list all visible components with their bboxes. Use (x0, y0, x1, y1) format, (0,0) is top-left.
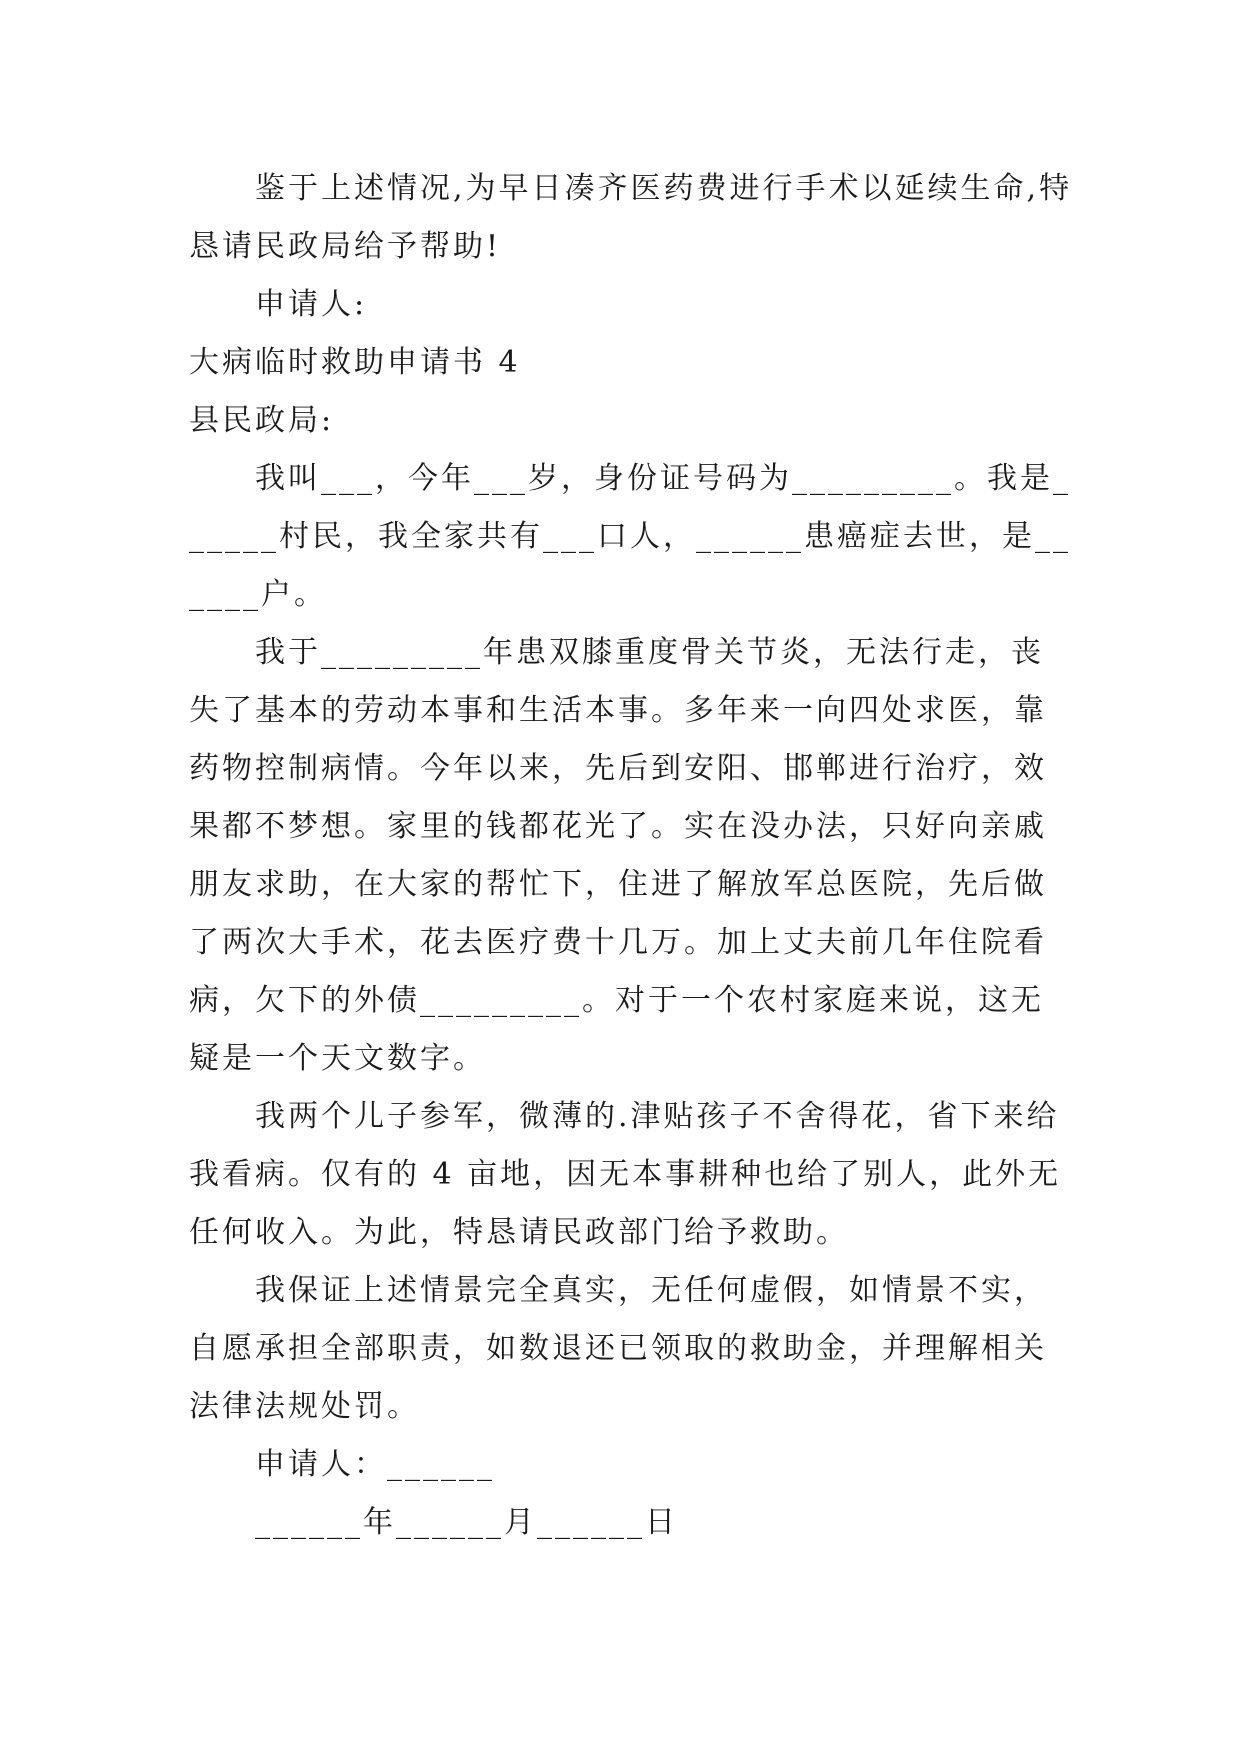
applicant-signature-line: 申请人: (255, 287, 368, 322)
paragraph-personal-info: 我叫___，今年___岁，身份证号码为_________。我是______村民，我全家共有___口人，______患癌症去世，是______户。 (189, 461, 1071, 612)
paragraph-family-situation: 我两个儿子参军，微薄的.津贴孩子不舍得花，省下来给我看病。仅有的 4 亩地，因无本事耕种也给了别人，此外无任何收入。为此，特恳请民政部门给予救助。 (189, 1099, 1062, 1250)
section-title: 大病临时救助申请书 4 (189, 345, 521, 380)
applicant-name-line: 申请人：______ (255, 1447, 495, 1482)
paragraph-medical-history: 我于_________年患双膝重度骨关节炎，无法行走，丧失了基本的劳动本事和生活本事。多年来一向四处求医，靠药物控制病情。今年以来，先后到安阳、邯郸进行治疗，效果都不梦想。家里的钱都花光了。实在没办法，只好向亲戚朋友求助，在大家的帮忙下，住进了解放军总医院，先后做了两次大手术，花去医疗费十几万。加上丈夫前几年住院看病，欠下的外债_________。对于一个农村家庭来说，这无疑是一个天文数字。 (189, 635, 1047, 1076)
recipient-salutation: 县民政局: (189, 403, 335, 438)
paragraph-conclusion: 鉴于上述情况,为早日凑齐医药费进行手术以延续生命,特恳请民政局给予帮助! (189, 171, 1073, 264)
document-body (189, 160, 1075, 1552)
paragraph-guarantee: 我保证上述情景完全真实，无任何虚假，如情景不实，自愿承担全部职责，如数退还已领取的救助金，并理解相关法律法规处罚。 (189, 1273, 1047, 1424)
date-line: ______年______月______日 (255, 1505, 678, 1540)
